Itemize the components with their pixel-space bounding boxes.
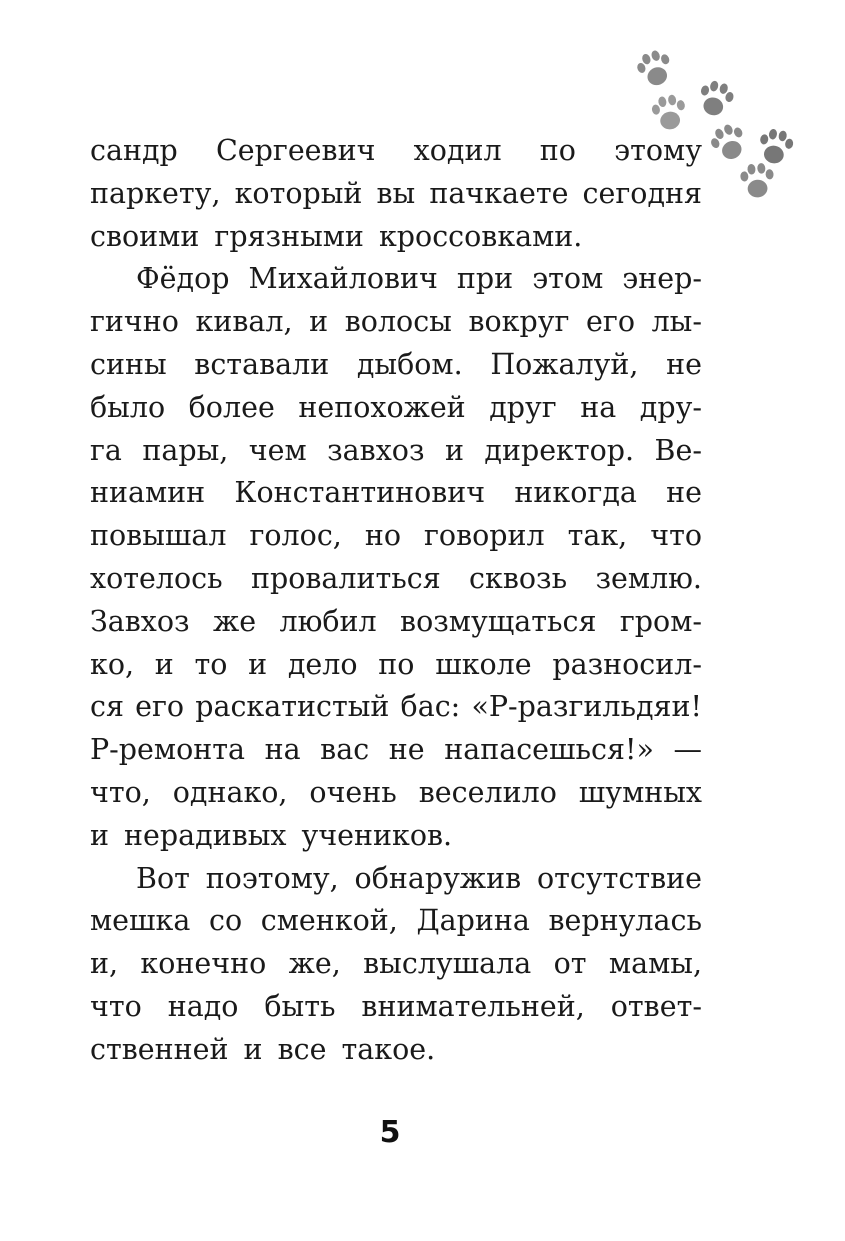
text-line: Завхоз же любил возмущаться гром- [90, 604, 702, 638]
text-line: было более непохожей друг на дру- [90, 390, 702, 424]
paw-print-icon [733, 158, 781, 206]
text-line: мешка со сменкой, Дарина вернулась [90, 904, 702, 938]
text-line: гично кивал, и волосы вокруг его лы- [90, 305, 702, 339]
text-line: Фёдор Михайлович при этом энер- [136, 262, 702, 296]
text-line: повышал голос, но говорил так, что [90, 519, 702, 553]
text-line: Р-ремонта на вас не напасешься!» — [90, 733, 702, 767]
text-line: своими грязными кроссовками. [90, 219, 583, 253]
text-line: что, однако, очень веселило шумных [90, 775, 702, 809]
text-line: и нерадивых учеников. [90, 818, 453, 852]
text-line: и, конечно же, выслушала от мамы, [90, 947, 702, 981]
page-number: 5 [379, 1115, 401, 1150]
text-line: сины вставали дыбом. Пожалуй, не [90, 347, 702, 381]
text-line: сандр Сергеевич ходил по этому [90, 134, 702, 167]
text-line: ниамин Константинович никогда не [90, 476, 702, 510]
text-line: ко, и то и дело по школе разносил- [90, 647, 702, 681]
text-line: хотелось провалиться сквозь землю. [90, 561, 702, 595]
text-line: ся его раскатистый бас: «Р-разгильдяи! [90, 690, 702, 724]
text-line: что надо быть внимательней, ответ- [90, 989, 702, 1023]
text-line: Вот поэтому, обнаружив отсутствие [136, 861, 702, 895]
text-line: га пары, чем завхоз и директор. Ве- [90, 433, 702, 467]
body-text [90, 130, 702, 1072]
text-line: ственней и все такое. [90, 1032, 436, 1066]
text-line: паркету, который вы пачкаете сегодня [90, 176, 702, 210]
